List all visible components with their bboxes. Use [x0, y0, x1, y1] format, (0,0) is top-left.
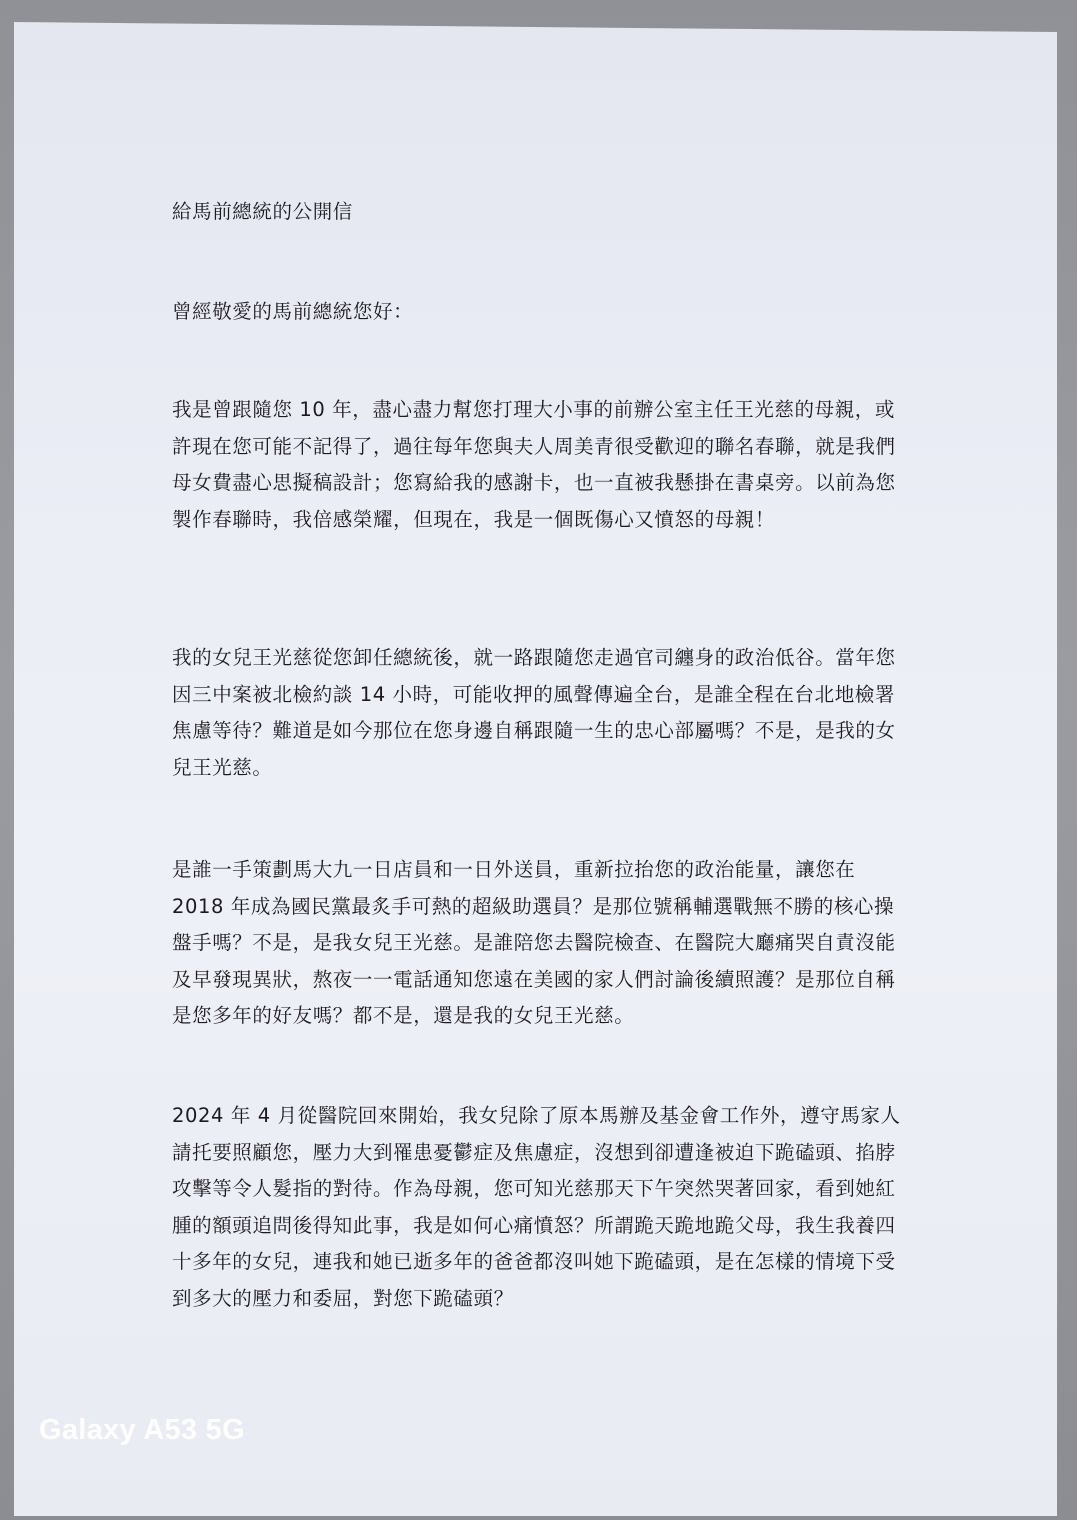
letter-paragraph: 我是曾跟隨您 10 年，盡心盡力幫您打理大小事的前辦公室主任王光慈的母親，或許現在您可能不記得了，過往每年您與夫人周美青很受歡迎的聯名春聯，就是我們母女費盡心思擬稿設計；您寫給我的感謝卡，也一直被我懸掛在書桌旁。以前為您製作春聯時，我倍感榮耀，但現在，我是一個既傷心又憤怒的母親！ [172, 398, 896, 531]
letter-title: 給馬前總統的公開信 [172, 200, 353, 223]
camera-watermark: Galaxy A53 5G [39, 1414, 245, 1446]
letter-greeting: 曾經敬愛的馬前總統您好： [172, 300, 414, 323]
letter-paragraph: 2024 年 4 月從醫院回來開始，我女兒除了原本馬辦及基金會工作外，遵守馬家人請托要照顧您，壓力大到罹患憂鬱症及焦慮症，沒想到卻遭逢被迫下跪磕頭、掐脖攻擊等令人髮指的對待。作為母親，您可知光慈那天下午突然哭著回家，看到她紅腫的額頭追問後得知此事，我是如何心痛憤怒？所謂跪天跪地跪父母，我生我養四十多年的女兒，連我和她已逝多年的爸爸都沒叫她下跪磕頭，是在怎樣的情境下受到多大的壓力和委屈，對您下跪磕頭？ [172, 1104, 901, 1310]
letter-paragraph: 是誰一手策劃馬大九一日店員和一日外送員，重新拉抬您的政治能量，讓您在 2018 年成為國民黨最炙手可熱的超級助選員？是那位號稱輔選戰無不勝的核心操盤手嗎？不是，是我女兒王光慈。是誰陪您去醫院檢查、在醫院大廳痛哭自責沒能及早發現異狀，熬夜一一電話通知您遠在美國的家人們討論後續照護？是那位自稱是您多年的好友嗎？都不是，還是我的女兒王光慈。 [172, 858, 896, 1027]
letter-paragraph: 我的女兒王光慈從您卸任總統後，就一路跟隨您走過官司纏身的政治低谷。當年您因三中案被北檢約談 14 小時，可能收押的風聲傳遍全台，是誰全程在台北地檢署焦慮等待？難道是如今那位在您身邊自稱跟隨一生的忠心部屬嗎？不是，是我的女兒王光慈。 [172, 646, 896, 779]
